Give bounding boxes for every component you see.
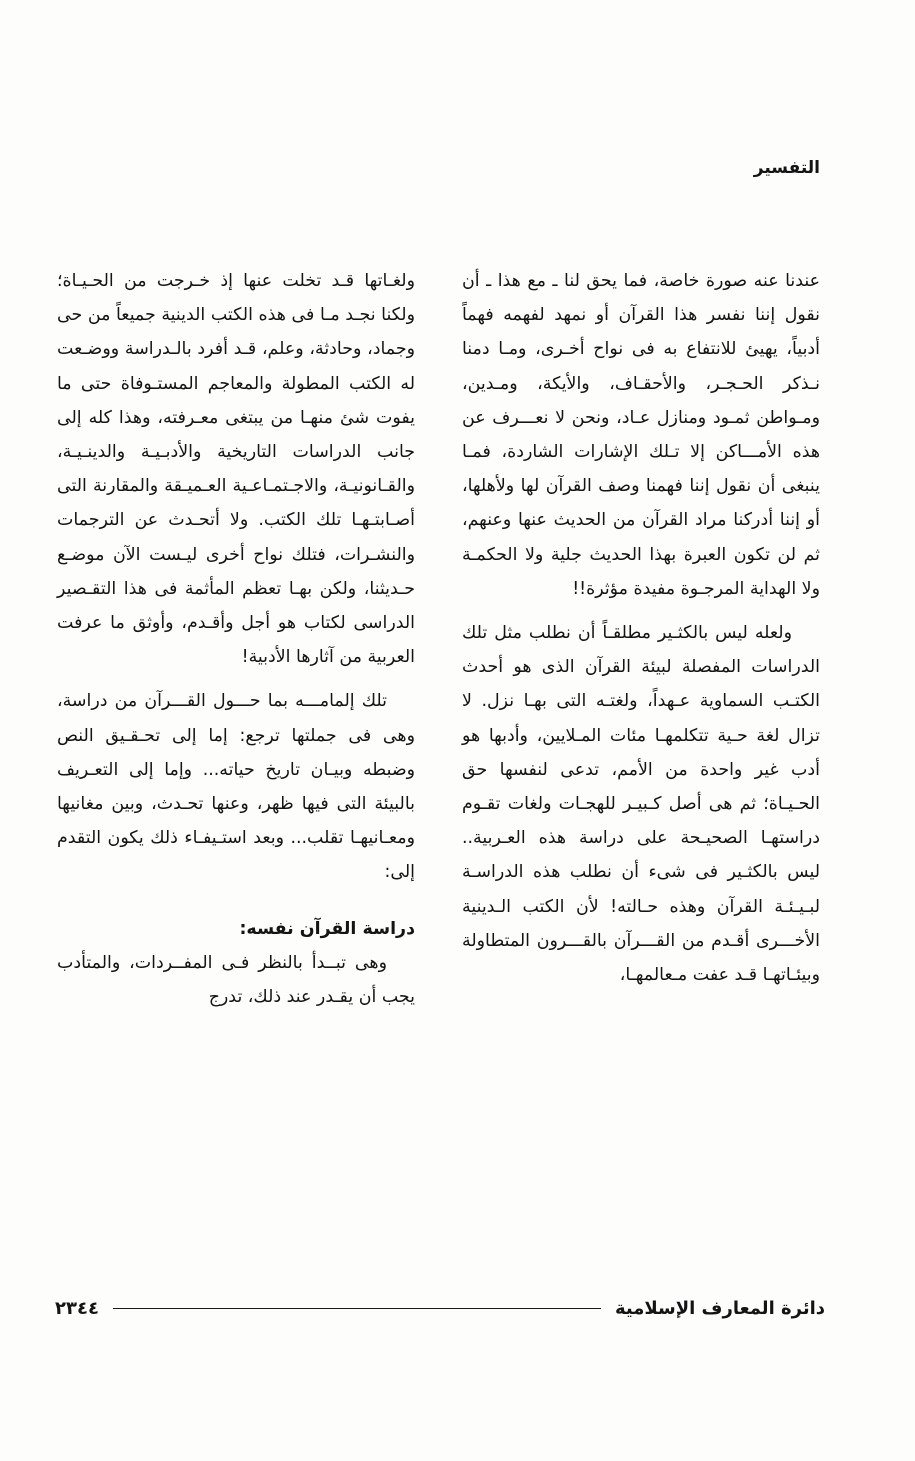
paragraph: وهى تبــدأ بالنظر فـى المفــردات، والمتأدب يجب أن يقـدر عند ذلك، تدرج bbox=[57, 952, 415, 1008]
footer-rule bbox=[113, 1308, 601, 1309]
paragraph: ولعله ليس بالكثـير مطلقـاً أن نطلب مثل تلك الدراسات المفصلة لبيئة القرآن الذى هو أحدث الكتـب السماوية عـهداً، ولغتـه التى بهـا نزل. لا تزال لغة حـية تتكلمهـا مئات المـلايين، وأدبها هو أدب غير واحدة من الأمم، تدعى لنفسها حق الحـيـاة؛ ثم هى أصل كـبيـر للهجـات ولغات تقـوم دراستهـا الصحيـحة على دراسة هذه العـربية.. ليس بالكثـير فى شىء أن نطلب هذه الدراسـة لبـيـئـة القرآن وهذه حـالته! لأن الكتب الـدينية الأخـــرى أقـدم من القـــرآن بالقـــرون المتطاولة وبيئـاتهـا قـد عفت مـعالمهـا، bbox=[462, 623, 820, 986]
paragraph: عندنا عنه صورة خاصة، فما يحق لنا ـ مع هذا ـ أن نقول إننا نفسر هذا القرآن أو نمهد لفهمه فهماً أدبياً، يهيئ للانتفاع به فى نواح أخـرى، ومـا دمنا نـذكر الحـجـر، والأحقـاف، والأيكة، ومـدين، ومـواطن ثمـود ومنازل عـاد، ونحن لا نعـــرف عن هذه الأمـــاكن إلا تـلك الإشارات الشاردة، فمـا ينبغى أن نقول إننا فهمنا وصف القرآن لها ولأهلها، أو إننا أدركنا مراد القرآن من الحديث عنها وعنهم، ثم لن تكون العبرة بهذا الحديث جلية ولا الحكمـة ولا الهداية المرجـوة مفيدة مؤثرة!! bbox=[462, 271, 820, 599]
page-number: ٢٣٤٤ bbox=[55, 1297, 99, 1319]
text-column-right bbox=[462, 264, 820, 992]
section-heading: دراسة القرآن نفسه: bbox=[239, 918, 415, 939]
running-header: التفسير bbox=[753, 158, 820, 178]
text-column-left bbox=[57, 264, 415, 1014]
page-footer bbox=[55, 1290, 825, 1326]
paragraph: ولغـاتها قـد تخلت عنها إذ خـرجت من الحـيـاة؛ ولكنا نجـد مـا فى هذه الكتب الدينية جميعاً من حى وجماد، وحادثة، وعلم، قـد أفرد بالـدراسة ووضـعت له الكتب المطولة والمعاجم المستـوفاة حتى ما يفوت شئ منهـا من يبتغى معـرفته، وهذا كله إلى جانب الدراسات التاريخية والأدبـيـة والدينـيـة، والقـانونيـة، والاجـتمـاعـية العـميـقة والمقارنة التى أصـابتـهـا تلك الكتب. ولا أتحـدث عن الترجمات والنشـرات، فتلك نواح أخرى ليـست الآن موضـع حـديثنا، ولكن بهـا تعظم المأثمة فى هذا التقـصير الدراسى لكتاب هو أجل وأقـدم، وأوثق ما عرفت العربية من آثارها الأدبية! bbox=[57, 271, 415, 668]
publication-title: دائرة المعارف الإسلامية bbox=[614, 1297, 825, 1319]
paragraph: تلك إلمامـــه بما حـــول القـــرآن من دراسة، وهى فى جملتها ترجع: إما إلى تحـقـيق النص وضبطه وبيـان تاريخ حياته... وإما إلى التعـريف بالبيئة التى فيها ظهر، وعنها تحـدث، وبين مغانيها ومعـانيهـا تقلب... وبعد استـيفـاء ذلك يكون التقدم إلى: bbox=[57, 691, 415, 883]
